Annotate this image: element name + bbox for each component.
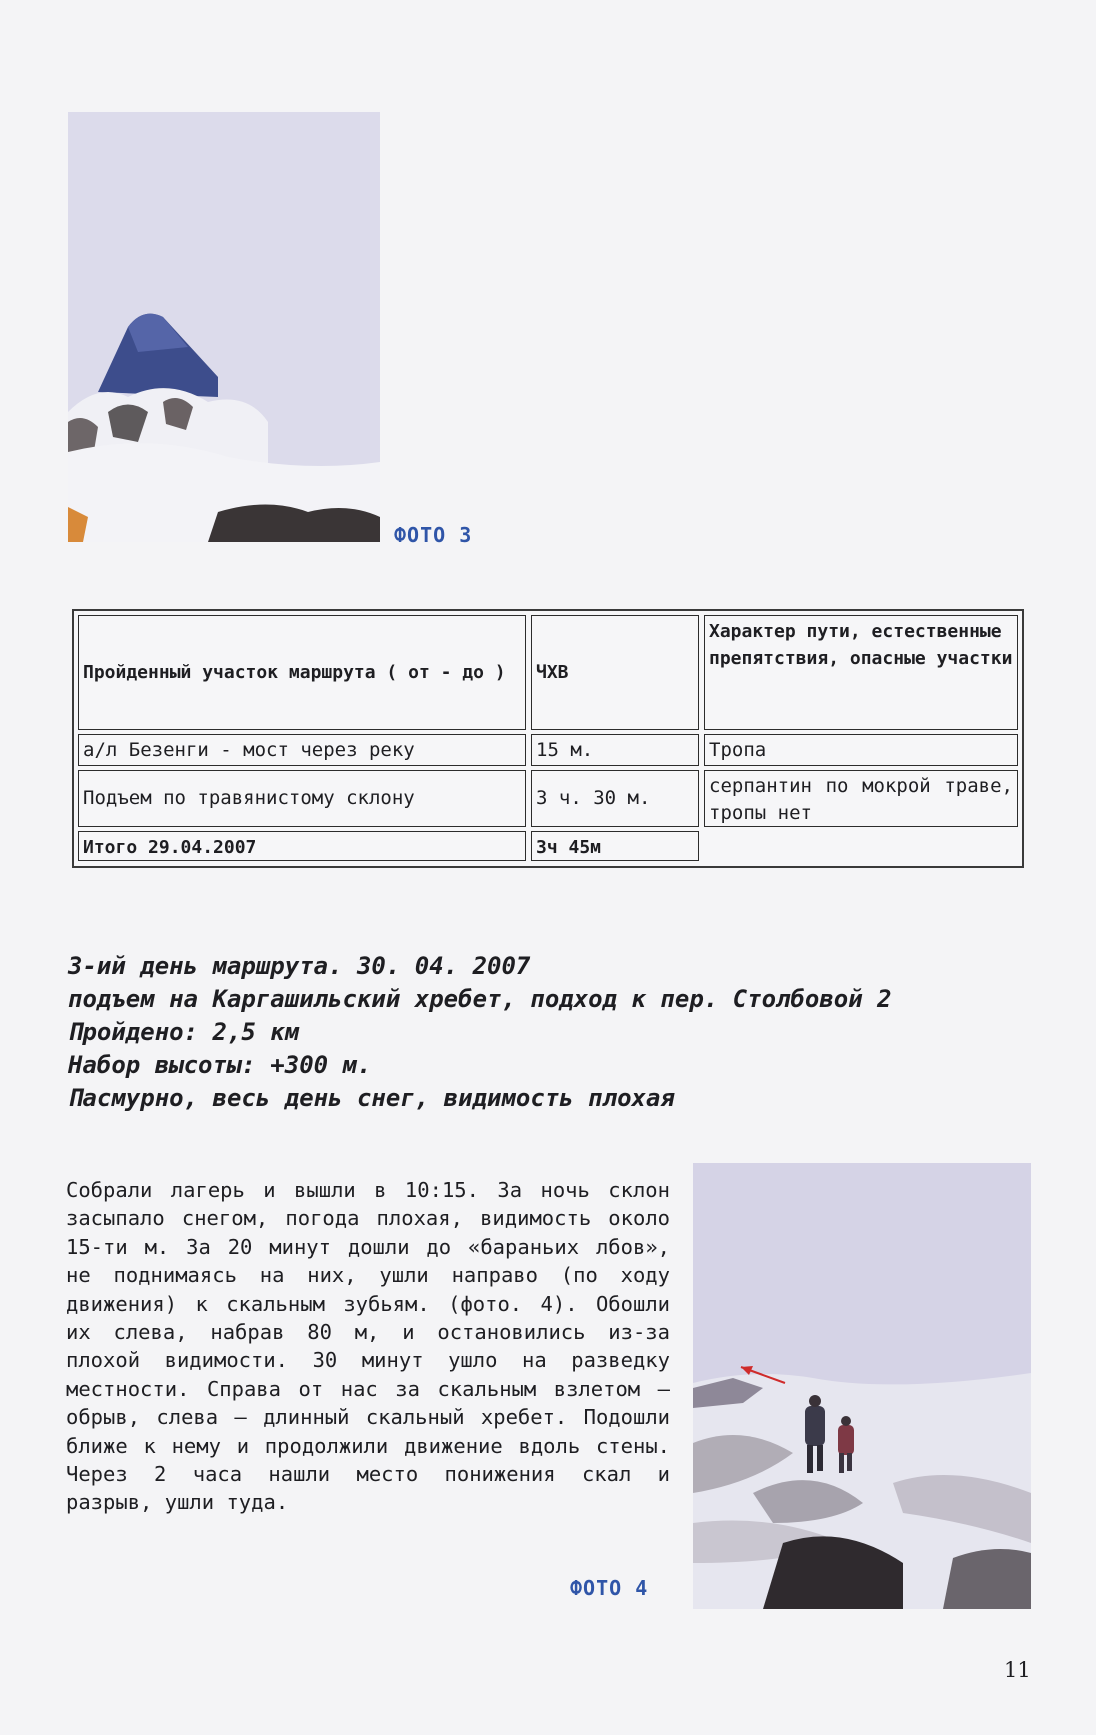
day-weather: Пасмурно, весь день снег, видимость плохая — [68, 1084, 675, 1112]
table-cell-character: серпантин по мокрой траве, тропы нет — [704, 770, 1018, 827]
table-cell-character: Тропа — [704, 734, 1018, 766]
table-header-time: ЧХВ — [531, 615, 699, 730]
day-distance: Пройдено: 2,5 км — [68, 1018, 300, 1046]
table-cell-time: 3 ч. 30 м. — [531, 770, 699, 827]
table-total-label: Итого 29.04.2007 — [78, 831, 526, 861]
table-cell-time: 15 м. — [531, 734, 699, 766]
photo-4-caption: ФОТО 4 — [570, 1576, 649, 1600]
day-route: подъем на Каргашильский хребет, подход к пер. Столбовой 2 — [68, 985, 892, 1013]
table-cell-section: Подъем по травянистому склону — [78, 770, 526, 827]
photo-tent-in-snow — [68, 112, 380, 542]
day-description: Собрали лагерь и вышли в 10:15. За ночь склон засыпало снегом, погода плохая, видимость около 15-ти м. За 20 минут дошли до «бараньих лбов», не поднимаясь на них, ушли направо (по ходу движения) к скальным зубьям. (фото. 4). Обошли их слева, набрав 80 м, и остановились из-за плохой видимости. 30 минут ушло на разведку местности. Справа от нас за скальным взлетом – обрыв, слева – длинный скальный хребет. Подошли ближе к нему и продолжили движение вдоль стены. Через 2 часа нашли место понижения скал и разрыв, ушли туда. — [66, 1178, 670, 1515]
table-cell-section: а/л Безенги - мост через реку — [78, 734, 526, 766]
table-header-section: Пройденный участок маршрута ( от - до ) — [78, 615, 526, 730]
table-total-time: 3ч 45м — [531, 831, 699, 861]
day-heading — [68, 950, 1028, 1115]
climbers-photo-image — [693, 1163, 1031, 1609]
tent-photo-image — [68, 112, 380, 542]
photo-climbers-in-snow — [693, 1163, 1031, 1609]
page-number: 11 — [1004, 1658, 1031, 1682]
table-total-character — [704, 831, 1018, 861]
day-title: 3-ий день маршрута. 30. 04. 2007 — [68, 952, 531, 980]
day-ascent: Набор высоты: +300 м. — [68, 1051, 372, 1079]
photo-3-caption: ФОТО 3 — [394, 523, 473, 547]
table-header-character: Характер пути, естественные препятствия, опасные участки — [704, 615, 1018, 730]
route-table — [72, 609, 1024, 868]
